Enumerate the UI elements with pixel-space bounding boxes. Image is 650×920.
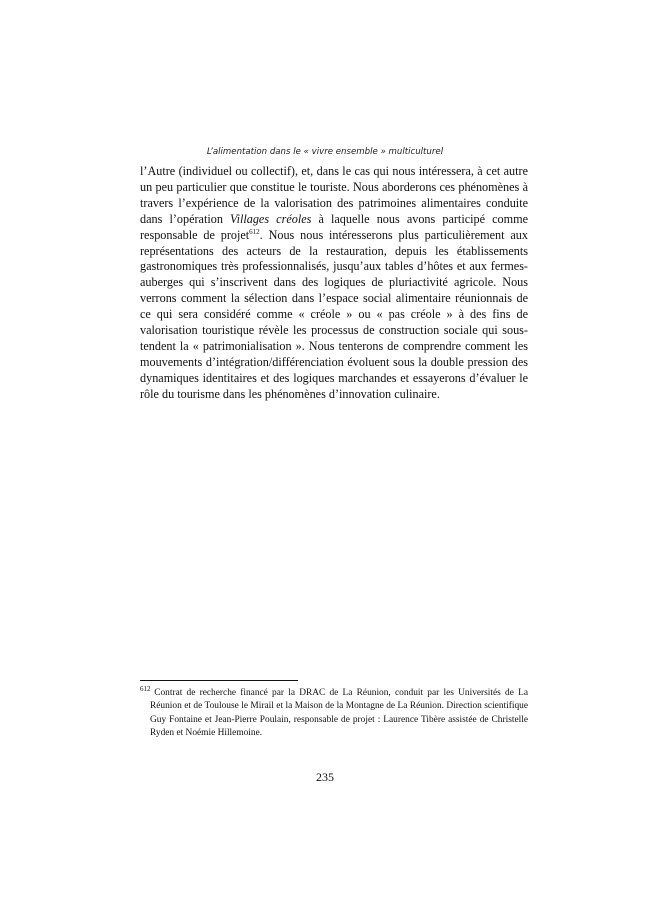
body-paragraph xyxy=(140,164,528,403)
body-text-part2: à laquelle nous avons participé comme responsable de projet xyxy=(140,211,528,242)
footnote-text: Contrat de recherche financé par la DRAC de La Réunion, conduit par les Universités de La Réunion et de Toulouse le Mirail et la Maison de la Montagne de La Réunion. Direction scientifique Guy Fontaine et Jean-Pierre Poulain, responsable de projet : Laurence Tibère assistée de Christelle Ryden et Noémie Hillemoine. xyxy=(150,688,528,739)
running-header: L’alimentation dans le « vivre ensemble » multiculturel xyxy=(206,147,444,157)
body-text-part3: . Nous nous intéresserons plus particulièrement aux représentations des acteurs de la restauration, depuis les établissements gastronomiques très professionnalisés, jusqu’aux tables d’hôtes et aux fermes-auberges qui s’inscrivent dans des logiques de pluriactivité agricole. Nous verrons comment la sélection dans l’espace social alimentaire réunionnais de ce qui sera considéré comme « créole » ou « pas créole » à des fins de valorisation touristique révèle les processus de construction sociale qui sous-tendent la « patrimonialisation ». Nous tenterons de comprendre comment les mouvements d’intégration/différenciation évoluent sous la double pression des dynamiques identitaires et des logiques marchandes et essayerons d’évaluer le rôle du tourisme dans les phénomènes d’innovation culinaire. xyxy=(140,227,528,401)
footnote: $^{612}$ Contrat de recherche financé par la DRAC de La Réunion, conduit par les Universités de La Réunion et de Toulouse le Mirail et la Maison de la Montagne de La Réunion. Direction scientifique Guy Fontaine et Jean-Pierre Poulain, responsable de projet : Laurence Tibère assistée de Christelle Ryden et Noémie Hillemoine. xyxy=(140,684,528,739)
footnote-separator xyxy=(140,680,298,681)
body-text-part1: l’Autre (individuel ou collectif), et, dans le cas qui nous intéressera, à cet autre un peu particulier que constitue le touriste. Nous aborderons ces phénomènes à travers l’expérience de la valorisation des patrimoines alimentaires conduite dans l’opération xyxy=(140,164,528,226)
body-italic-title: Villages créoles xyxy=(230,211,312,226)
footnote-reference[interactable]: 612 xyxy=(249,227,260,236)
page-number: 235 xyxy=(316,770,334,784)
